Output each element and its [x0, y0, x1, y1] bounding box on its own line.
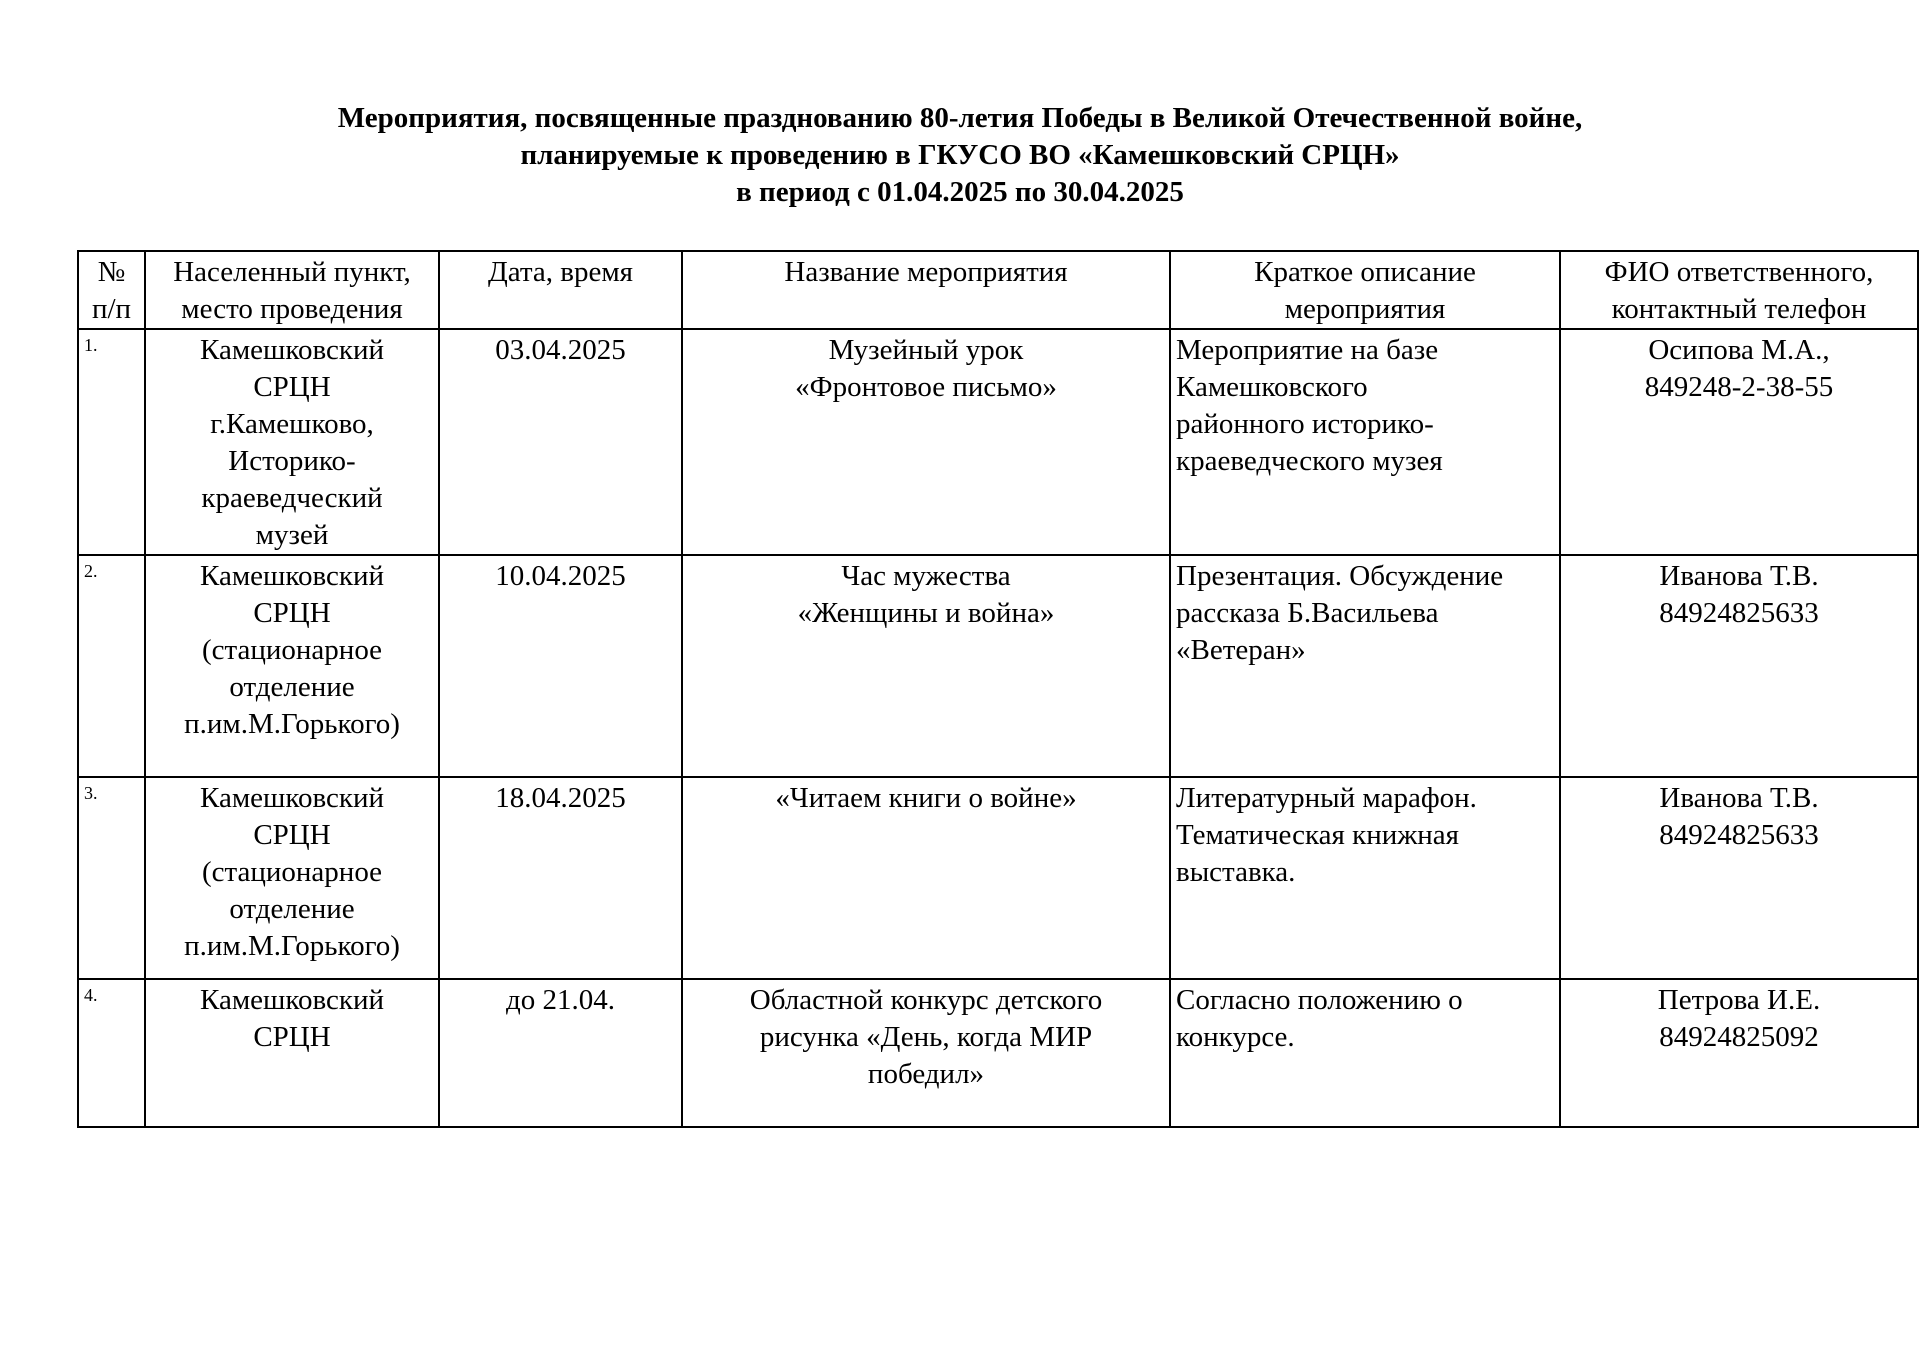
header-description: Краткое описание мероприятия: [1170, 251, 1560, 329]
header-date: Дата, время: [439, 251, 682, 329]
cell-num: 4.: [78, 979, 145, 1127]
cell-responsible: Осипова М.А., 849248-2-38-55: [1560, 329, 1918, 555]
cell-description: Мероприятие на базе Камешковского районного историко- краеведческого музея: [1170, 329, 1560, 555]
cell-date: до 21.04.: [439, 979, 682, 1127]
cell-date: 18.04.2025: [439, 777, 682, 979]
cell-num: 2.: [78, 555, 145, 777]
cell-date: 03.04.2025: [439, 329, 682, 555]
cell-description: Литературный марафон. Тематическая книжная выставка.: [1170, 777, 1560, 979]
cell-responsible: Петрова И.Е. 84924825092: [1560, 979, 1918, 1127]
table-row: [78, 777, 1918, 979]
table-row: [78, 555, 1918, 777]
cell-description: Согласно положению о конкурсе.: [1170, 979, 1560, 1127]
cell-num: 3.: [78, 777, 145, 979]
table-row: [78, 329, 1918, 555]
table-row: [78, 979, 1918, 1127]
cell-description: Презентация. Обсуждение рассказа Б.Васильева «Ветеран»: [1170, 555, 1560, 777]
cell-place: Камешковский СРЦН г.Камешково, Историко- краеведческий музей: [145, 329, 439, 555]
cell-place: Камешковский СРЦН (стационарное отделение п.им.М.Горького): [145, 777, 439, 979]
cell-event-name: Областной конкурс детского рисунка «День, когда МИР победил»: [682, 979, 1170, 1127]
document-title: [0, 100, 1920, 211]
header-place: Населенный пункт, место проведения: [145, 251, 439, 329]
header-responsible: ФИО ответственного, контактный телефон: [1560, 251, 1918, 329]
events-table: [77, 250, 1919, 1128]
cell-responsible: Иванова Т.В. 84924825633: [1560, 555, 1918, 777]
title-line-1: Мероприятия, посвященные празднованию 80-летия Победы в Великой Отечественной войне,: [337, 102, 1583, 134]
table-header: [78, 251, 1918, 329]
cell-responsible: Иванова Т.В. 84924825633: [1560, 777, 1918, 979]
header-name: Название мероприятия: [682, 251, 1170, 329]
cell-place: Камешковский СРЦН: [145, 979, 439, 1127]
title-line-2: планируемые к проведению в ГКУСО ВО «Камешковский СРЦН»: [520, 139, 1400, 171]
cell-place: Камешковский СРЦН (стационарное отделение п.им.М.Горького): [145, 555, 439, 777]
cell-event-name: Час мужества «Женщины и война»: [682, 555, 1170, 777]
cell-event-name: Музейный урок «Фронтовое письмо»: [682, 329, 1170, 555]
cell-num: 1.: [78, 329, 145, 555]
table-body: [78, 329, 1918, 1127]
cell-date: 10.04.2025: [439, 555, 682, 777]
header-row: [78, 251, 1918, 329]
cell-event-name: «Читаем книги о войне»: [682, 777, 1170, 979]
title-line-3: в период с 01.04.2025 по 30.04.2025: [736, 176, 1184, 208]
header-num: № п/п: [78, 251, 145, 329]
